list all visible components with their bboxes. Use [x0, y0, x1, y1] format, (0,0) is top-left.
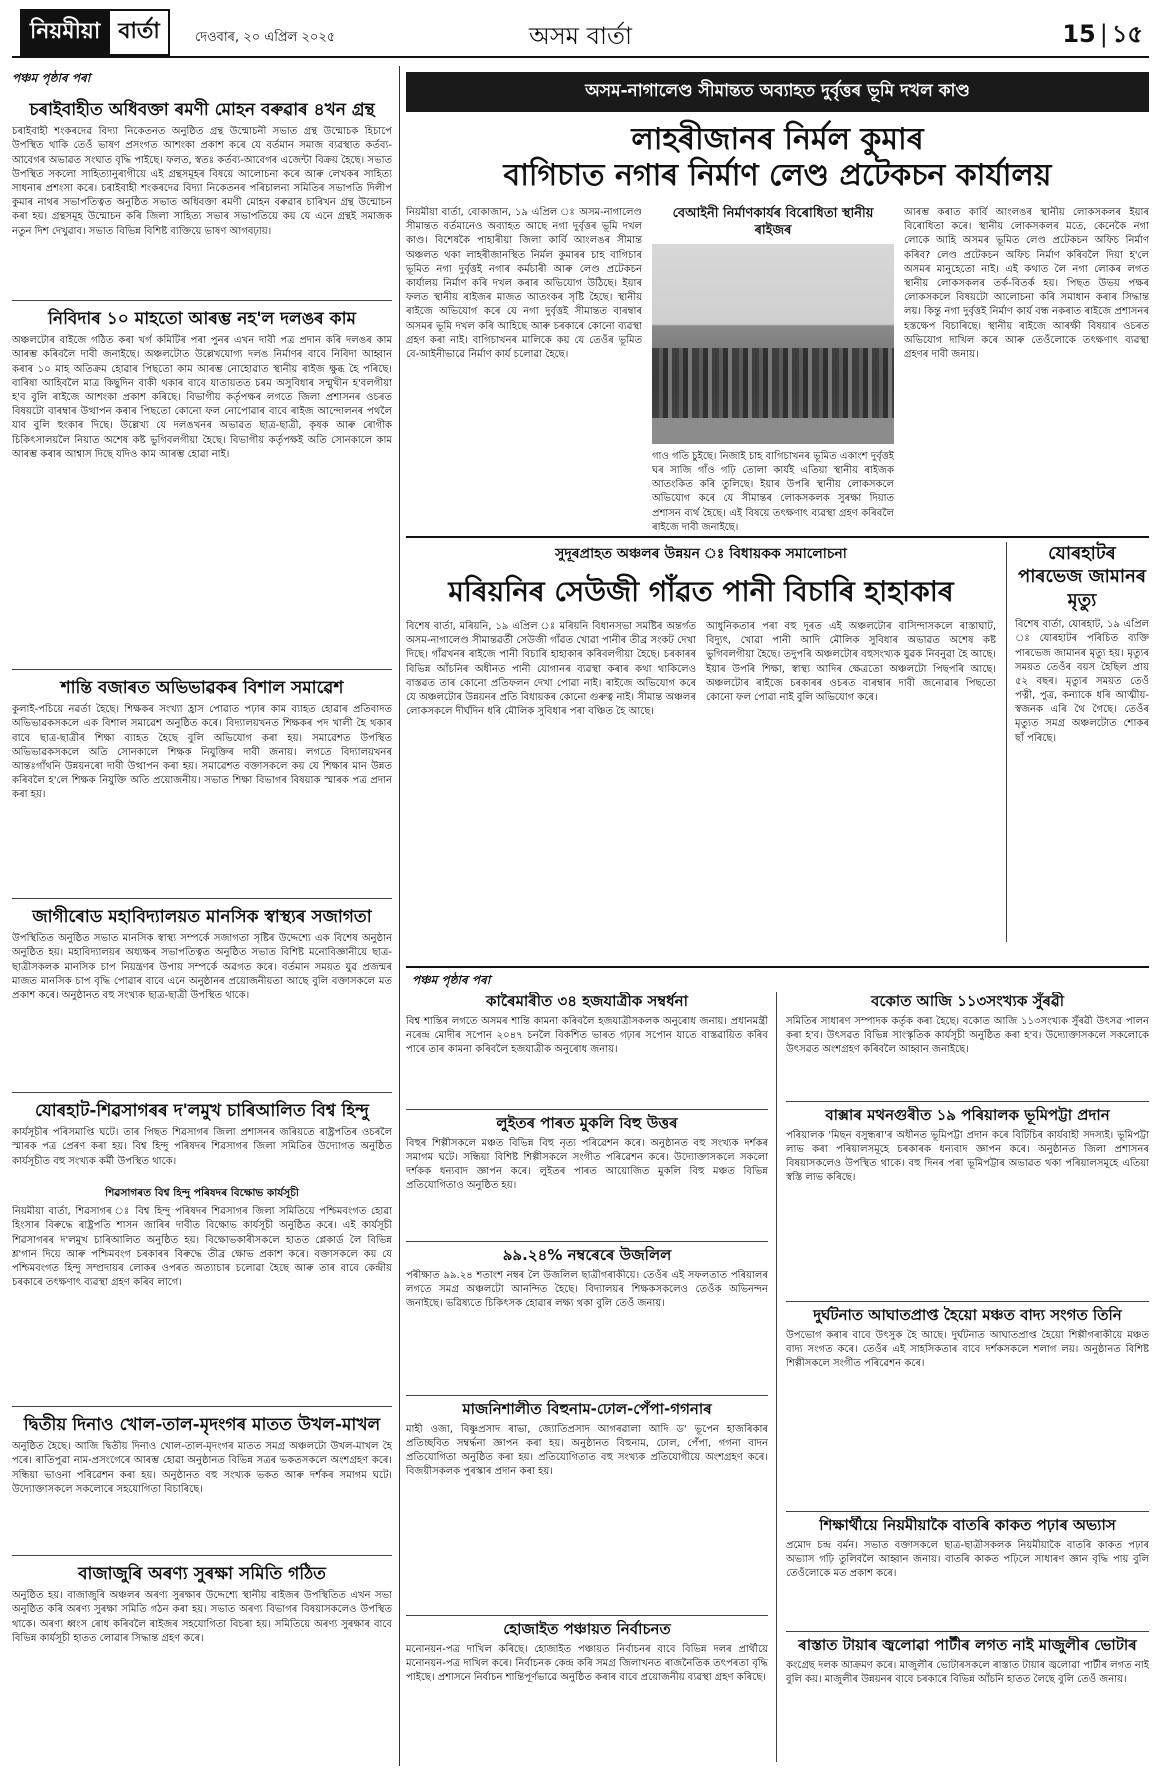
- protest-photo[interactable]: [652, 244, 894, 444]
- article-body: অনুষ্ঠিত হয়। বাজাজুৰি অঞ্চলৰ অৰণ্য সুৰক্ষাৰ উদ্দেশ্যে স্থানীয় ৰাইজৰ উপস্থিতিত এখন সভা অনুষ্ঠিত কৰি অৰণ্য সুৰক্ষা সমিতি গঠন কৰা হয়। সভাত অৰণ্য বিভাগৰ বিষয়াসকলেও উপস্থিত থাকে। অৰণ্য ধ্বংস ৰোধ কৰিবলৈ ৰাইজৰ সহযোগিতা বিচৰা হয়। সমিতিয়ে অৰণ্য সুৰক্ষাৰ বাবে বিভিন্ন কাৰ্যসূচী হাতত লোৱাৰ সিদ্ধান্ত গ্ৰহণ কৰে।: [12, 1590, 392, 1644]
- article: [406, 1246, 768, 1396]
- article-headline: দুৰ্ঘটনাত আঘাতপ্ৰাপ্ত হৈয়ো মঞ্চত বাদ্য সংগত তিনি: [813, 1306, 1122, 1324]
- section-title: অসম বাৰ্তা: [529, 22, 632, 50]
- article: [786, 1636, 1149, 1766]
- obituary-body: বিশেষ বাৰ্তা, যোৰহাট, ১৯ এপ্ৰিল ঃ যোৰহাটৰ পৰিচিত ব্যক্তি পাৰভেজ জামানৰ মৃত্যু হয়। মৃত্যুৰ সময়ত তেওঁৰ বয়স হৈছিল প্ৰায় ৫২ বছৰ। মৃত্যুৰ সময়ত তেওঁ পত্নী, পুত্ৰ, কন্যাকে ধৰি আত্মীয়-স্বজনক এৰি থৈ গৈছে। তেওঁৰ মৃত্যুত সমগ্ৰ অঞ্চলটোত শোকৰ ছাঁ পৰিছে।: [1015, 619, 1149, 744]
- page-number-native: ১৫: [1111, 20, 1143, 48]
- masthead-rule: [12, 56, 1149, 58]
- article: [12, 674, 392, 899]
- lead-photo-block: [652, 206, 894, 550]
- article-body: বিহুৰ শিল্পীসকলে মঞ্চত বিভিন্ন বিহু নৃত্য পৰিৱেশন কৰে। অনুষ্ঠানত বহু সংখ্যক দৰ্শকৰ সমাগম ঘটে। সন্ধিয়া বিশিষ্ট শিল্পীসকলে সংগীত পৰিৱেশন কৰে। উদ্যোক্তাসকলে সকলো দৰ্শকক ধন্যবাদ জ্ঞাপন কৰে। লুইতৰ পাৰত আয়োজিত মুকলি বিহু মঞ্চত বিভিন্ন প্ৰতিযোগিতাও অনুষ্ঠিত হয়।: [406, 1137, 768, 1192]
- article-headline: শান্তি বজাৰত অভিভাৱকৰ বিশাল সমাৱেশ: [60, 678, 344, 698]
- left-column: [12, 66, 392, 1766]
- lead-body-col-1: নিয়মীয়া বাৰ্তা, বোকাজান, ১৯ এপ্ৰিল ঃ অসম-নাগালেণ্ড সীমান্তত বৰ্তমানেও অব্যাহত আছে নগা দুৰ্বৃত্তৰ ভূমি দখল কাণ্ড। বিশেষকৈ পাহাৰীয়া জিলা কাৰ্বি আংলঙৰ সীমান্ত অঞ্চলত থকা লাহৰীজানস্থিত নিৰ্মল কুমাৰৰ চাহ বাগিচাৰ ভূমিত নগা দুৰ্বৃত্তই নগাৰ কৰ্মচাৰী আৰু লেণ্ড প্ৰটেকচন কাৰ্যালয় নিৰ্মাণ কৰি দখল কৰাৰ অভিযোগ উঠিছে। ইয়াৰ ফলত স্থানীয় ৰাইজৰ মাজত আতংকৰ সৃষ্টি হৈছে। স্থানীয় ৰাইজে অভিযোগ কৰে যে নগা দুৰ্বৃত্তই সীমান্তত বাৰম্বাৰ অসমৰ ভূমি দখল কৰি আহিছে আৰু চৰকাৰে কোনো ব্যৱস্থা গ্ৰহণ কৰা নাই। বাগিচাখনৰ মালিকে কয় যে তেওঁৰ ভূমিত বে-আইনীভাৱে নিৰ্মাণ কাৰ্য চলোৱা হৈছে।: [406, 207, 642, 360]
- photo-caption: বেআইনী নিৰ্মাণকাৰ্যৰ বিৰোধিতা স্থানীয় ৰাইজৰ: [672, 206, 874, 238]
- article: [12, 96, 392, 301]
- lower-section: [406, 966, 1149, 1766]
- lead-kicker: অসম-নাগালেণ্ড সীমান্তত অব্যাহত দুৰ্বৃত্তৰ ভূমি দখল কাণ্ড: [406, 72, 1149, 112]
- article-headline: নিবিদাৰ ১০ মাহতো আৰম্ভ নহ'ল দলঙৰ কাম: [48, 309, 356, 329]
- article-body: কাৰ্যসূচীৰ পৰিসমাপ্তি ঘটে। তাৰ পিছত শিৱসাগৰ জিলা প্ৰশাসনৰ জৰিয়তে ৰাষ্ট্ৰপতিৰ ওচৰলৈ স্মাৰক পত্ৰ প্ৰেৰণ কৰা হয়। বিশ্ব হিন্দু পৰিষদৰ শিৱসাগৰ জিলা সমিতিৰ উদ্যোগত অনুষ্ঠিত কাৰ্যসূচীত বহু সংখ্যক কৰ্মী উপস্থিত থাকে।: [12, 1127, 392, 1167]
- crowd-shape: [652, 348, 894, 418]
- article: [12, 305, 392, 670]
- article-headline: দ্বিতীয় দিনাও খোল-তাল-মৃদংগৰ মাতত উখল-মাখল: [23, 1415, 381, 1435]
- right-column: [406, 66, 1149, 1766]
- article-subheadline: শিৱসাগৰত বিশ্ব হিন্দু পৰিষদৰ বিক্ষোভ কাৰ্যসূচী: [105, 1187, 299, 1200]
- article: [786, 1516, 1149, 1632]
- obituary-headline: যোৰহাটৰ পাৰভেজ জামানৰ মৃত্যু: [1017, 543, 1146, 611]
- article-body: চৰাইবাহী শংকৰদেৱ বিদ্যা নিকেতনত অনুষ্ঠিত গ্ৰন্থ উন্মোচনী সভাত গ্ৰন্থ উন্মোচক হিচাপে উপস্থিত থাকি তেওঁ ভাষণ প্ৰসংগত আশংকা প্ৰকাশ কৰে যে বৰ্তমান সমাজ ব্যৱস্থাত কৰ্তব্য-আবেগৰ অভাৱত সংঘাত বৃদ্ধি পাইছে। ফলত, স্বতঃ কৰ্তব্য-আবেগৰ এজেন্টা বিক্ৰয় হৈছে। সভাত উপস্থিত সকলো সাহিত্যানুৰাগীয়ে এই গ্ৰন্থসমূহৰ বিষয়ে আলোচনা কৰে আৰু লেখকৰ সাহিত্য সাধনাৰ প্ৰশংসা কৰে। চৰাইবাহী শংকৰদেৱ বিদ্যা নিকেতনৰ পৰিচালনা সমিতিৰ সভাপতি দিলীপ কুমাৰ নাথৰ সভাপতিত্বত অনুষ্ঠিত সভাত অধিবক্তা ৰমণী মোহন বৰুৱাৰ চাৰিখন গ্ৰন্থ উন্মোচন কৰা হয়। গ্ৰন্থসমূহ উন্মোচন কৰি জিলা সাহিত্য সভাৰ সভাপতিয়ে কয় যে এনে গ্ৰন্থই সমাজক নতুন দিশ দেখুৱাব। সভাত বিভিন্ন বিশিষ্ট ব্যক্তিয়ে ভাষণ আগবঢ়ায়।: [12, 126, 392, 237]
- page-number-latin: 15: [1062, 20, 1096, 48]
- article-body: পৰিয়ালক 'মিছন বসুন্ধৰা'ৰ অধীনত ভূমিপট্টা প্ৰদান কৰে বিটিচিৰ কাৰ্যবাহী সদস্যই। ভূমিপট্টা লাভ কৰা পৰিয়ালসমূহে চৰকাৰক ধন্যবাদ জ্ঞাপন কৰে। অনুষ্ঠানত জিলা প্ৰশাসনৰ বিষয়াসকলেও উপস্থিত থাকে। বহু দিনৰ পৰা ভূমিপট্টাৰ অভাৱত থকা পৰিয়ালসমূহে এতিয়া স্বস্তি লাভ কৰিছে।: [786, 1129, 1149, 1184]
- article-body: অঞ্চলটোৰ বাইজে গঠিত কৰা খৰ্গ কমিটিৰ পৰা পুনৰ এখন দাবী পত্ৰ প্ৰদান কৰি দলঙৰ কাম আৰম্ভ কৰিবলৈ দাবী জনাইছে। অঞ্চলটোত উল্লেখযোগ্য দলঙ নিৰ্মাণৰ বাবে নিবিদা আহ্বান কৰাৰ ১০ মাহ অতিক্ৰম হোৱাৰ পিছতো কাম আৰম্ভ নোহোৱাত স্থানীয় ৰাইজ ক্ষুব্ধ হৈ পৰিছে। বাৰিষা আহিবলৈ মাত্ৰ কিছুদিন বাকী থকাৰ বাবে যাতায়তত চৰম অসুবিধাৰ সন্মুখীন হ'বলগীয়া হ'ব বুলি ৰাইজে আশংকা প্ৰকাশ কৰিছে। বিভাগীয় কৰ্তৃপক্ষৰ লগতে জিলা প্ৰশাসনৰ ওচৰত বিষয়টো বাৰম্বাৰ উত্থাপন কৰাৰ পিছতো কোনো ফল নোপোৱাৰ বাবে ৰাইজ আন্দোলনৰ পথলৈ যাব বুলি হুংকাৰ দিছে। উল্লেখ্য যে দলঙখনৰ অভাৱত ছাত্ৰ-ছাত্ৰী, কৃষক আৰু ৰোগীক চিকিৎসালয়লৈ নিয়াত অশেষ কষ্ট ভুগিবলগীয়া হৈছে। বিভাগীয় কৰ্তৃপক্ষই অতি সোনকালে কাম আৰম্ভ কৰাৰ আশ্বাস দিছে যদিও কাম আৰম্ভ হোৱা নাই।: [12, 335, 392, 460]
- article: [786, 992, 1149, 1102]
- subcolumn-divider: [776, 992, 777, 1762]
- logo-part-1: নিয়মীয়া: [20, 9, 110, 56]
- continuation-tag: পঞ্চম পৃষ্ঠাৰ পৰা: [412, 973, 491, 987]
- article: [12, 1097, 392, 1407]
- logo-part-2: বাৰ্তা: [108, 9, 170, 56]
- article: [12, 903, 392, 1093]
- article-body: সমিতিৰ সাধাৰণ সম্পাদক কৰ্তৃক কৰা হৈছে। বকোত আজি ১১৩সংখ্যক সুঁৰৱী উৎসৱ পালন কৰা হ'ব। উৎসৱত বিভিন্ন সাংস্কৃতিক কাৰ্যসূচী অনুষ্ঠিত কৰা হ'ব। উদ্যোক্তাসকলে সকলোকে উৎসৱত অংশগ্ৰহণ কৰিবলৈ আহ্বান জনাইছে।: [786, 1015, 1149, 1056]
- lead-body-mid: গাও গতি চুইছে। নিজাই চাহ বাগিচাখনৰ ভূমিত একাংশ দুৰ্বৃত্তই ঘৰ সাজি গাঁও গঢ়ি তোলা কাৰ্যই এতিয়া স্থানীয় ৰাইজক আতংকিত কৰি তুলিছে। ইয়াৰ উপৰি স্থানীয় লোকসকলে অভিযোগ কৰে যে সীমান্তৰ লোকসকলক সুৰক্ষা দিয়াত প্ৰশাসন ব্যৰ্থ হৈছে। এই বিষয়ে তৎক্ষণাৎ ব্যৱস্থা গ্ৰহণ কৰিবলৈ ৰাইজে দাবী জনাইছে।: [652, 450, 894, 533]
- water-crisis-story: [406, 536, 1149, 956]
- article-headline: কাৰৈমাৰীত ৩৪ হজযাত্ৰীক সম্বৰ্ধনা: [486, 992, 688, 1010]
- masthead: [0, 0, 1161, 74]
- band-rule: [406, 966, 1149, 968]
- band-body-2: আধুনিকতাৰ পৰা বহু দূৰত এই অঞ্চলটোৰ বাসিন্দাসকলে ৰাস্তাঘাট, বিদ্যুৎ, খোৱা পানী আদি মৌলিক সুবিধাৰ অভাৱত অশেষ কষ্ট ভুগিবলগীয়া হৈছে। তদুপৰি অঞ্চলটোৰ বহুসংখ্যক যুৱক নিবনুৱা হৈ আছে। ইয়াৰ উপৰি শিক্ষা, স্বাস্থ্য আদিৰ ক্ষেত্ৰতো অঞ্চলটো পিছপৰি আছে। অঞ্চলটোৰ ৰাইজে চৰকাৰৰ ওচৰত বাৰম্বাৰ দাবী জনোৱাৰ পিছতো কোনো ফল পোৱা নাই বুলি অভিযোগ কৰে।: [706, 621, 996, 703]
- page-number: 15 | ১৫: [1062, 20, 1143, 48]
- article-headline: জাগীৰোড মহাবিদ্যালয়ত মানসিক স্বাস্থ্যৰ সজাগতা: [32, 907, 372, 927]
- lead-body-col-3: আৰম্ভ কৰাত কাৰ্বি আংলঙৰ স্থানীয় লোকসকলৰ ইয়াৰ বিৰোধিতা কৰে। স্থানীয় লোকসকলৰ মতে, কেনেকৈ নগা লোকে আহি অসমৰ ভূমিত লেণ্ড প্ৰটেকচন অফিচ নিৰ্মাণ কৰিব? লেণ্ড প্ৰটেকচন অফিচ নিৰ্মাণ কৰিবলৈ দিয়া হ'লে অসমৰ মানুহেতো নাই। এই কথাত লৈ নগা লোকৰ লগত স্থানীয় লোকসকলৰ তৰ্ক-বিতৰ্ক হয়। পিছত উভয় পক্ষৰ লোকসকলে বিষয়টো আলোচনা কৰি সমাধান কৰাৰ সিদ্ধান্ত লয়। কিন্তু নগা দুৰ্বৃত্তই নিৰ্মাণ কাৰ্য বন্ধ নকৰাত ৰাইজে প্ৰশাসনৰ হস্তক্ষেপ বিচাৰিছে। স্থানীয় ৰাইজে আৰক্ষী বিষয়াৰ ওচৰত অভিযোগ দাখিল কৰে আৰু তেওঁলোকে তৎক্ষণাৎ ব্যৱস্থা গ্ৰহণৰ দাবী জনায়।: [904, 207, 1149, 360]
- article-headline: শিক্ষাৰ্থীয়ে নিয়মীয়াকৈ বাতৰি কাকত পঢ়াৰ অভ্যাস: [819, 1516, 1116, 1534]
- article-body: উপস্থিতিত অনুষ্ঠিত সভাত মানসিক স্বাস্থ্য সম্পৰ্কে সজাগতা সৃষ্টিৰ উদ্দেশ্যে এক বিশেষ অনুষ্ঠান অনুষ্ঠিত হয়। মহাবিদ্যালয়ৰ অধ্যক্ষৰ সভাপতিত্বত অনুষ্ঠিত সভাত বিশিষ্ট মনোবিজ্ঞানীয়ে ছাত্ৰ-ছাত্ৰীসকলক মানসিক চাপ নিয়ন্ত্ৰণৰ উপায় সম্পৰ্কে অৱগত কৰে। বৰ্তমান সময়ত যুৱ প্ৰজন্মৰ মাজত মানসিক চাপ বৃদ্ধি পোৱাৰ বাবে এনে অনুষ্ঠানৰ প্ৰয়োজনীয়তা আছে বুলি বক্তাসকলে মত প্ৰকাশ কৰে। অনুষ্ঠানত বহু সংখ্যক ছাত্ৰ-ছাত্ৰী উপস্থিত থাকে।: [12, 933, 392, 1001]
- continuation-tag: পঞ্চম পৃষ্ঠাৰ পৰা: [12, 71, 91, 85]
- article-body: মাহী ওজা, বিষ্ণুপ্ৰসাদ ৰাভা, জ্যোতিপ্ৰসাদ আগৰৱালা আদি ড' ভূপেন হাজৰিকাৰ প্ৰতিচ্ছবিত সম্বৰ্দ্ধনা জ্ঞাপন কৰা হয়। অনুষ্ঠানত বিহুনাম, ঢোল, পেঁপা, গগনা বাদন প্ৰতিযোগিতা অনুষ্ঠিত কৰা হয়। প্ৰতিযোগিতাত বহু সংখ্যক প্ৰতিযোগীয়ে অংশগ্ৰহণ কৰে। বিজয়ীসকলক পুৰস্কাৰ প্ৰদান কৰা হয়।: [406, 1423, 768, 1478]
- band-headline: মৰিয়নিৰ সেউজী গাঁৱত পানী বিচাৰি হাহাকাৰ: [448, 575, 954, 608]
- article: [406, 992, 768, 1110]
- article-body: অনুষ্ঠিত হৈছে। আজি দ্বিতীয় দিনাও খোল-তাল-মৃদংগৰ মাতত সমগ্ৰ অঞ্চলটো উখল-মাখল হৈ পৰে। ৰাতিপুৱা নাম-প্ৰসংগেৰে আৰম্ভ হোৱা অনুষ্ঠানত বিভিন্ন সত্ৰৰ ভকতসকলে অংশগ্ৰহণ কৰে। সন্ধিয়া ভাওনা পৰিৱেশন কৰা হয়। অনুষ্ঠানত বহু সংখ্যক ভকত আৰু দৰ্শকৰ সমাগম ঘটে। উদ্যোক্তাসকলে সকলোৰে সহযোগিতা বিচাৰিছে।: [12, 1441, 392, 1495]
- article-headline: মাজনিশালীত বিহুনাম-ঢোল-পেঁপা-গগনাৰ: [462, 1400, 712, 1418]
- article-body: উপভোগ কৰাৰ বাবে উৎসুক হৈ আছে। দুৰ্ঘটনাত আঘাতপ্ৰাপ্ত হৈয়ো শিল্পীগৰাকীয়ে মঞ্চত বাদ্য সংগত কৰে। তেওঁৰ এই সাহসিকতাৰ বাবে দৰ্শকসকলে শলাগ লয়। অনুষ্ঠানত বিশিষ্ট শিল্পীসকলে সংগীত পৰিৱেশন কৰে।: [786, 1329, 1149, 1370]
- article-headline: হোজাইত পঞ্চায়ত নিৰ্বাচনত: [503, 1620, 671, 1638]
- article: [786, 1106, 1149, 1302]
- article: [12, 1560, 392, 1690]
- article-headline: যোৰহাট-শিৱসাগৰৰ দ'লমুখ চাৰিআলিত বিশ্ব হিন্দু: [35, 1101, 369, 1121]
- article-headline: ৰাস্তাত টায়াৰ জ্বলোৱা পাৰ্টীৰ লগত নাই মাজুলীৰ ভোটাৰ: [798, 1636, 1137, 1654]
- article: [786, 1306, 1149, 1512]
- article-body: নিয়মীয়া বাৰ্তা, শিৱসাগৰ ঃ বিশ্ব হিন্দু পৰিষদৰ শিৱসাগৰ জিলা সমিতিয়ে পশ্চিমবংগত হোৱা হিংসাৰ বিৰুদ্ধে ৰাষ্ট্ৰপতি শাসন জাৰিৰ দাবীত বিক্ষোভ কাৰ্যসূচী অনুষ্ঠিত কৰে। এই কাৰ্যসূচী শিৱসাগৰৰ দ'লমুখ চাৰিআলিত অনুষ্ঠিত হয়। বিক্ষোভকাৰীসকলে হাতত প্লেকাৰ্ড লৈ বিভিন্ন শ্ল'গান দিয়ে আৰু পশ্চিমবংগ চৰকাৰৰ বিৰুদ্ধে তীব্ৰ ক্ষোভ প্ৰকাশ কৰে। বক্তাসকলে কয় যে পশ্চিমবংগত হিন্দু সম্প্ৰদায়ৰ লোকৰ ওপৰত অত্যাচাৰ চলোৱা হৈছে আৰু তাৰ বাবে কেন্দ্ৰীয় চৰকাৰে তৎক্ষণাৎ ব্যৱস্থা গ্ৰহণ কৰিব লাগে।: [12, 1206, 392, 1289]
- article-headline: লুইতৰ পাৰত মুকলি বিহু উত্তৰ: [496, 1114, 678, 1132]
- article-body: কংগ্ৰেছ দলক আক্ৰমণ কৰে। মাজুলীৰ ভোটাৰসকলে ৰাস্তাত টায়াৰ জ্বলোৱা পাৰ্টীৰ লগত নাই বুলি কয়। মাজুলীৰ উন্নয়নৰ বাবে চৰকাৰে বিভিন্ন আঁচনি হাতত লৈছে বুলি তেওঁ জনায়।: [786, 1659, 1149, 1685]
- article: [406, 1400, 768, 1616]
- band-kicker: সুদূৰপ্ৰাহত অঞ্চলৰ উন্নয়ন ঃ বিধায়কক সমালোচনা: [555, 546, 847, 562]
- lead-headline-line-1: লাহৰীজানৰ নিৰ্মল কুমাৰ: [631, 122, 924, 157]
- article-body: পৰীক্ষাত ৯৯.২৪ শতাংশ নম্বৰ লৈ উজলিল ছাত্ৰীগৰাকীয়ে। তেওঁৰ এই সফলতাত পৰিয়ালৰ লগতে সমগ্ৰ অঞ্চলটো আনন্দিত হৈছে। বিদ্যালয়ৰ শিক্ষকসকলেও তেওঁক অভিনন্দন জনাইছে। ভৱিষ্যতে চিকিৎসক হোৱাৰ লক্ষ্য থকা বুলি তেওঁ জনায়।: [406, 1269, 768, 1310]
- article: [12, 1411, 392, 1556]
- lead-story: [406, 206, 1149, 566]
- article-headline: বাক্সাৰ মথনগুৰীত ১৯ পৰিয়ালক ভূমিপট্টা প্ৰদান: [825, 1106, 1110, 1124]
- band-body-1: বিশেষ বাৰ্তা, মৰিয়নি, ১৯ এপ্ৰিল ঃ মৰিয়নি বিধানসভা সমষ্টিৰ অন্তৰ্গত অসম-নাগালেণ্ড সীমান্তৱৰ্তী সেউজী গাঁৱত খোৱা পানীৰ তীব্ৰ সংকট দেখা দিছে। গাঁৱখনৰ ৰাইজে পানী বিচাৰি হাহাকাৰ কৰিবলগীয়া হৈছে। চৰকাৰৰ বিভিন্ন আঁচনিৰ অধীনত পানী যোগানৰ ব্যৱস্থা কৰাৰ কথা থাকিলেও বাস্তৱত তাৰ কোনো প্ৰতিফলন দেখা পোৱা নাই। ৰাইজে অভিযোগ কৰে যে অঞ্চলটোৰ উন্নয়নৰ প্ৰতি বিধায়কৰ কোনো গুৰুত্ব নাই। সীমান্ত অঞ্চলৰ লোকসকলে দীৰ্ঘদিন ধৰি মৌলিক সুবিধাৰ পৰা বঞ্চিত হৈ আছে।: [406, 621, 696, 718]
- lower-right-subcolumn: [786, 992, 1149, 1762]
- page-columns: [12, 66, 1149, 1766]
- article-body: মনোনয়ন-পত্ৰ দাখিল কৰিছে। হোজাইত পঞ্চায়ত নিৰ্বাচনৰ বাবে বিভিন্ন দলৰ প্ৰাৰ্থীয়ে মনোনয়ন-পত্ৰ দাখিল কৰে। নিৰ্বাচনক কেন্দ্ৰ কৰি সমগ্ৰ জিলাখনত ৰাজনৈতিক তৎপৰতা বৃদ্ধি পাইছে। প্ৰশাসনে নিৰ্বাচন শান্তিপূৰ্ণভাৱে অনুষ্ঠিত কৰাৰ বাবে প্ৰয়োজনীয় ব্যৱস্থা গ্ৰহণ কৰিছে।: [406, 1643, 768, 1684]
- lead-headline-line-2: বাগিচাত নগাৰ নিৰ্মাণ লেণ্ড প্ৰটেকচন কাৰ্যালয়: [503, 158, 1052, 193]
- lower-left-subcolumn: [406, 992, 768, 1762]
- column-divider: [399, 66, 400, 1766]
- ground-shape: [652, 418, 894, 444]
- article: [406, 1620, 768, 1760]
- article-headline: ৯৯.২৪% নম্বৰেৰে উজলিল: [502, 1246, 672, 1264]
- article: [406, 1114, 768, 1242]
- article-headline: চৰাইবাহীত অধিবক্তা ৰমণী মোহন বৰুৱাৰ ৪খন গ্ৰন্থ: [29, 100, 375, 120]
- article-headline: বাজাজুৰি অৰণ্য সুৰক্ষা সমিতি গঠিত: [78, 1564, 326, 1584]
- article-body: প্ৰমোদ চন্দ্ৰ বৰ্মন। সভাত বক্তাসকলে ছাত্ৰ-ছাত্ৰীসকলক নিয়মীয়াকৈ বাতৰি কাকত পঢ়াৰ অভ্যাস গঢ়ি তুলিবলৈ আহ্বান জনায়। বাতৰি কাকত পঢ়িলে সাধাৰণ জ্ঞান বৃদ্ধি পায় বুলি তেওঁলোকে মত প্ৰকাশ কৰে।: [786, 1539, 1149, 1580]
- article-body: কুলাই-পচিয়ে নৱৰ্তা হৈছে। শিক্ষকৰ সংখ্যা হ্ৰাস পোৱাত পঢ়াৰ কাম ব্যাহত হোৱাৰ প্ৰতিবাদত অভিভাৱকসকলে এক বিশাল সমাৱেশ অনুষ্ঠিত কৰে। বিদ্যালয়খনত শিক্ষকৰ পদ খালী হৈ থকাৰ বাবে ছাত্ৰ-ছাত্ৰীৰ শিক্ষা ব্যাহত হৈছে বুলি অভিযোগ কৰা হয়। সমাৱেশত উপস্থিত অভিভাৱকসকলে অতি সোনকালে শিক্ষক নিযুক্তিৰ দাবী জনায়। লগতে বিদ্যালয়খনৰ আন্তঃগাঁথনি উন্নয়নৰো দাবী উত্থাপন কৰা হয়। সমাৱেশত বক্তাসকলে কয় যে শিক্ষাৰ মান উন্নত কৰিবলৈ হ'লে শিক্ষক নিযুক্তি অতি প্ৰয়োজনীয়। সভাত শিক্ষা বিভাগৰ বিষয়াক স্মাৰক পত্ৰ প্ৰদান কৰা হয়।: [12, 704, 392, 801]
- article-body: বিশ্ব শান্তিৰ লগতে অসমৰ শান্তি কামনা কৰিবলৈ হজযাত্ৰীসকলক অনুৰোধ জনায়। প্ৰধানমন্ত্ৰী নৰেন্দ্ৰ মোদীৰ সপোন ২০৪৭ চনলৈ বিকশিত ভাৰত গঢ়াৰ সপোন যাতে বাস্তৱায়িত কৰিব পাৰে তাৰ কামনা কৰিবলৈ হজযাত্ৰীক অনুৰোধ জনায়।: [406, 1015, 768, 1056]
- issue-date: দেওবাৰ, ২০ এপ্ৰিল ২০২৫: [195, 30, 336, 45]
- article-headline: বকোত আজি ১১৩সংখ্যক সুঁৰৱী: [870, 992, 1065, 1010]
- obituary-box: [1006, 542, 1149, 942]
